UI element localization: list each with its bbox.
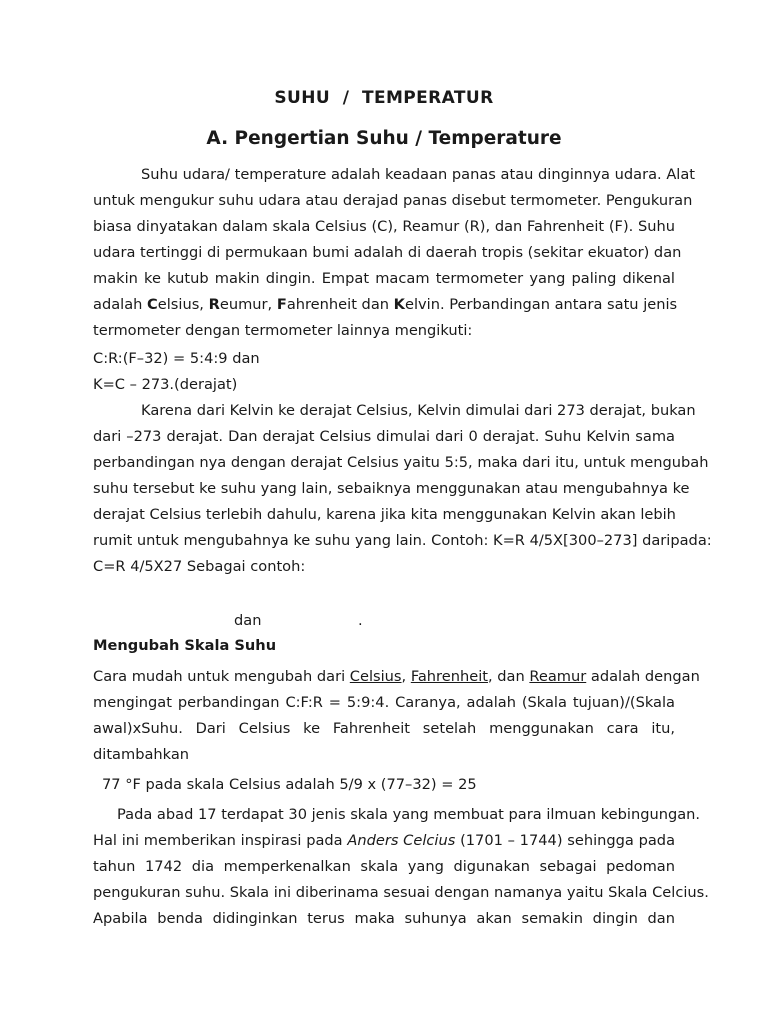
celsius-link[interactable]: Celsius (349, 668, 402, 685)
dan-text: dan (234, 612, 262, 629)
example-line: 77 °F pada skala Celsius adalah 5/9 x (77–32) = 25 (102, 776, 477, 793)
para4-line-3: tahun 1742 dia memperkenalkan skala yang digunakan sebagai pedoman (93, 858, 675, 875)
para3-line-3: awal)xSuhu. Dari Celsius ke Fahrenheit setelah menggunakan cara itu, (93, 720, 675, 737)
para2-line-5: derajat Celsius terlebih dahulu, karena jika kita menggunakan Kelvin akan lebih (93, 506, 676, 523)
para2-line-4: suhu tersebut ke suhu yang lain, sebaiknya menggunakan atau mengubahnya ke (93, 480, 690, 497)
para2-line-6: rumit untuk mengubahnya ke suhu yang lain. Contoh: K=R 4/5X[300–273] daripada: (93, 532, 712, 549)
fahrenheit-link[interactable]: Fahrenheit (410, 668, 488, 685)
para4-line-1: Pada abad 17 terdapat 30 jenis skala yang membuat para ilmuan kebingungan. (117, 806, 701, 823)
para1-line-2: untuk mengukur suhu udara atau derajad panas disebut termometer. Pengukuran (93, 192, 693, 209)
section-title: A. Pengertian Suhu / Temperature (206, 128, 562, 149)
formula-line-2: K=C – 273.(derajat) (93, 376, 238, 393)
para1-line-6: adalah Celsius, Reumur, Fahrenheit dan Kelvin. Perbandingan antara satu jenis (93, 296, 678, 313)
para4-line-5: Apabila benda didinginkan terus maka suhunya akan semakin dingin dan (93, 910, 675, 927)
para2-line-3: perbandingan nya dengan derajat Celsius yaitu 5:5, maka dari itu, untuk mengubah (93, 454, 709, 471)
reamur-link[interactable]: Reamur (529, 668, 587, 685)
formula-line-1: C:R:(F–32) = 5:4:9 dan (93, 350, 260, 367)
para3-line-2: mengingat perbandingan C:F:R = 5:9:4. Caranya, adalah (Skala tujuan)/(Skala (93, 694, 675, 711)
para4-line-2: Hal ini memberikan inspirasi pada Anders Celcius (1701 – 1744) sehingga pada (93, 832, 676, 849)
para4-line-4: pengukuran suhu. Skala ini diberinama sesuai dengan namanya yaitu Skala Celcius. (93, 884, 709, 901)
para2-line-1: Karena dari Kelvin ke derajat Celsius, Kelvin dimulai dari 273 derajat, bukan (141, 402, 696, 419)
para3-line-4: ditambahkan (93, 746, 190, 763)
para1-line-4: udara tertinggi di permukaan bumi adalah di daerah tropis (sekitar ekuator) dan (93, 244, 682, 261)
document-title: SUHU / TEMPERATUR (274, 88, 494, 108)
para2-line-2: dari –273 derajat. Dan derajat Celsius dimulai dari 0 derajat. Suhu Kelvin sama (93, 428, 675, 445)
section-heading: Mengubah Skala Suhu (93, 637, 277, 654)
para2-line-7: C=R 4/5X27 Sebagai contoh: (93, 558, 306, 575)
para1-line-3: biasa dinyatakan dalam skala Celsius (C), Reamur (R), dan Fahrenheit (F). Suhu (93, 218, 675, 235)
para1-line-7: termometer dengan termometer lainnya mengikuti: (93, 322, 473, 339)
para1-line-5: makin ke kutub makin dingin. Empat macam termometer yang paling dikenal (93, 270, 675, 287)
para1-line-1: Suhu udara/ temperature adalah keadaan panas atau dinginnya udara. Alat (141, 166, 696, 183)
dot-text: . (358, 612, 363, 629)
para3-line-1: Cara mudah untuk mengubah dari Celsius, Fahrenheit, dan Reamur adalah dengan (93, 668, 700, 685)
